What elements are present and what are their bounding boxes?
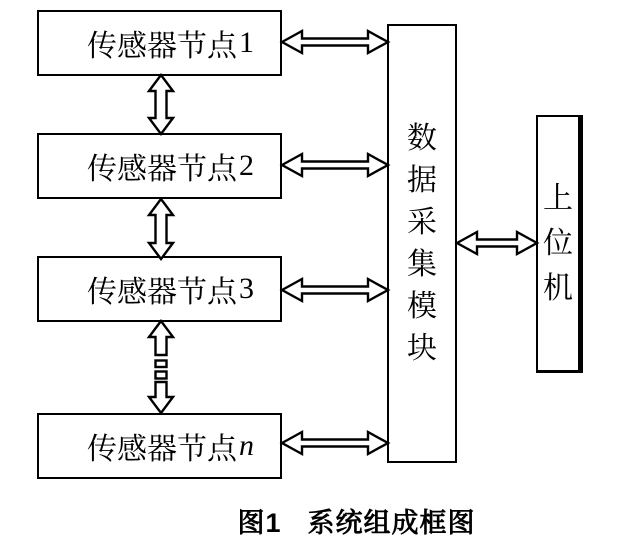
double-arrow-noden-module-icon bbox=[282, 432, 388, 454]
double-arrow-node2-module-icon bbox=[282, 154, 388, 176]
sensor-node-2-label: 传感器节点 bbox=[87, 153, 237, 186]
sensor-node-2-box bbox=[37, 133, 282, 199]
double-arrow-node1-module-icon bbox=[282, 31, 388, 53]
figure-number: 图1 bbox=[237, 508, 282, 538]
sensor-node-2-index: 2 bbox=[239, 149, 254, 182]
dashed-double-arrow-node3-noden-icon bbox=[149, 321, 173, 413]
dashed-arrow-bottom-half bbox=[149, 382, 173, 413]
dashed-arrow-dash-2 bbox=[156, 372, 167, 379]
sensor-node-1-box bbox=[37, 10, 282, 76]
host-computer-label: 上位机 bbox=[543, 182, 573, 305]
dashed-arrow-dash-1 bbox=[156, 361, 167, 368]
double-arrow-node3-module-icon bbox=[282, 279, 388, 301]
data-acquisition-module-label: 数据采集模块 bbox=[407, 121, 437, 365]
double-arrow-module-host-icon bbox=[457, 232, 537, 254]
sensor-node-1-label: 传感器节点 bbox=[87, 30, 237, 63]
double-arrow-node1-node2-icon bbox=[149, 75, 173, 134]
sensor-node-n-label: 传感器节点 bbox=[87, 433, 237, 466]
host-computer-box bbox=[536, 115, 583, 373]
sensor-node-n-box bbox=[37, 413, 282, 479]
sensor-node-n-index: n bbox=[239, 429, 254, 462]
figure-caption bbox=[0, 501, 633, 540]
sensor-node-3-index: 3 bbox=[239, 272, 254, 305]
dashed-arrow-top-half bbox=[149, 321, 173, 355]
double-arrow-node2-node3-icon bbox=[149, 199, 173, 259]
data-acquisition-module-box bbox=[387, 24, 457, 463]
sensor-node-1-index: 1 bbox=[239, 26, 254, 59]
sensor-node-3-box bbox=[37, 256, 282, 322]
figure-title: 系统组成框图 bbox=[307, 508, 476, 538]
sensor-node-3-label: 传感器节点 bbox=[87, 276, 237, 309]
